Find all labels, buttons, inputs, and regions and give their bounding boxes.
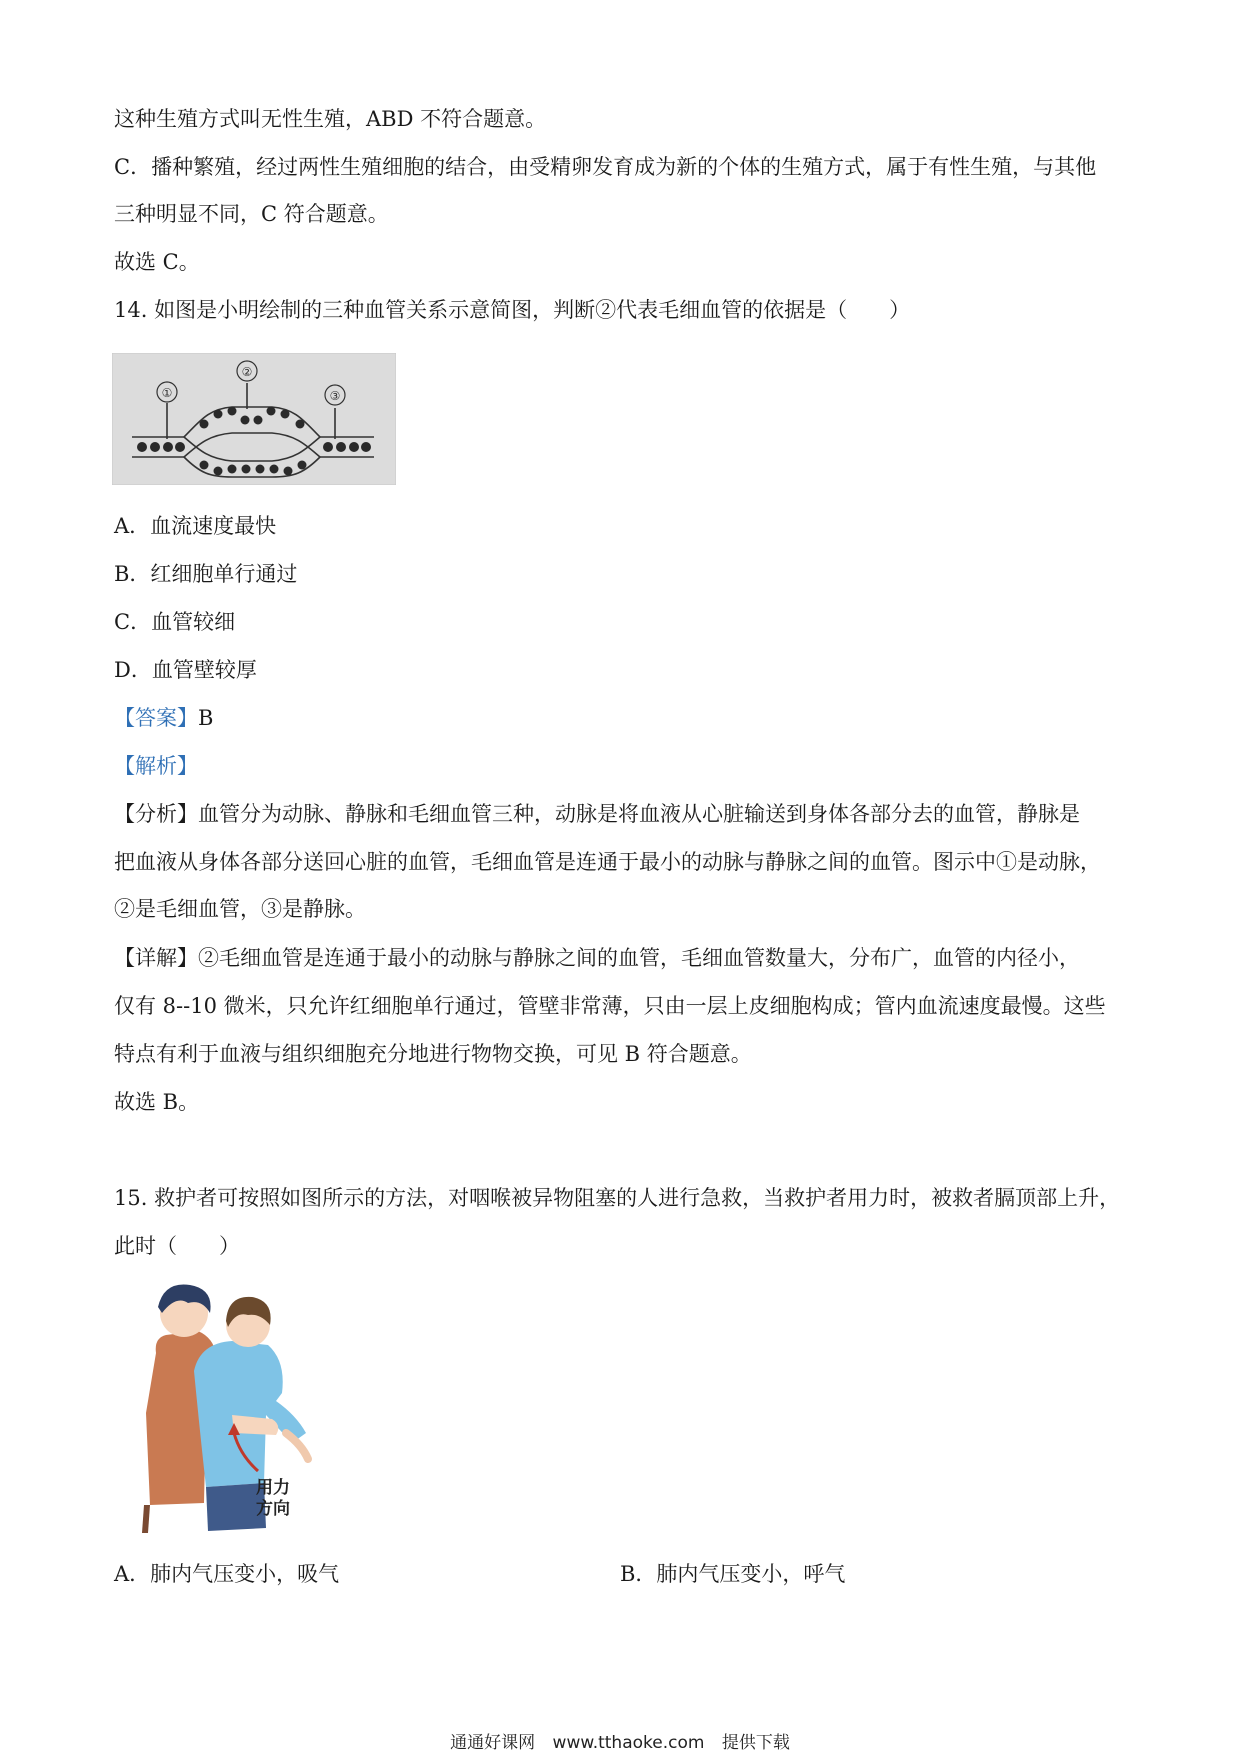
q14-option-a: A．血流速度最快 xyxy=(114,514,277,538)
prev-answer-line-1: 这种生殖方式叫无性生殖，ABD 不符合题意。 xyxy=(114,107,547,131)
footer-site-name: 通通好课网 xyxy=(450,1733,536,1753)
q14-answer xyxy=(114,703,213,733)
answer-value: B xyxy=(198,706,214,730)
page-footer xyxy=(0,1728,1240,1753)
q15-option-a: A．肺内气压变小，吸气 xyxy=(114,1562,340,1586)
prev-answer-conclusion: 故选 C。 xyxy=(114,250,200,274)
q14-detail-line-3: 特点有利于血液与组织细胞充分地进行物物交换，可见 B 符合题意。 xyxy=(114,1042,752,1066)
q14-option-c: C．血管较细 xyxy=(114,610,236,634)
diagram-label-artery: ① xyxy=(161,386,173,400)
force-label-line-1: 用力 xyxy=(256,1478,290,1498)
q14-stem: 14. 如图是小明绘制的三种血管关系示意简图，判断②代表毛细血管的依据是（ ） xyxy=(114,298,911,322)
q15-option-b: B．肺内气压变小，呼气 xyxy=(620,1562,846,1586)
heimlich-illustration xyxy=(136,1283,336,1538)
q14-option-b: B．红细胞单行通过 xyxy=(114,562,298,586)
prev-answer-line-3: 三种明显不同，C 符合题意。 xyxy=(114,202,389,226)
q14-detail-line-2: 仅有 8--10 微米，只允许红细胞单行通过，管壁非常薄，只由一层上皮细胞构成；管内血流速度最慢。这些 xyxy=(114,994,1106,1018)
q15-stem-line-2: 此时（ ） xyxy=(114,1234,240,1258)
q14-detail-line-1: 【详解】②毛细血管是连通于最小的动脉与静脉之间的血管，毛细血管数量大，分布广，血管的内径小， xyxy=(114,946,1080,970)
q15-stem-line-1: 15. 救护者可按照如图所示的方法，对咽喉被异物阻塞的人进行急救，当救护者用力时，被救者膈顶部上升， xyxy=(114,1186,1121,1210)
prev-answer-line-2: C．播种繁殖，经过两性生殖细胞的结合，由受精卵发育成为新的个体的生殖方式，属于有性生殖，与其他 xyxy=(114,155,1097,179)
diagram-label-capillary: ② xyxy=(241,365,253,379)
blood-vessel-diagram xyxy=(112,353,396,485)
q14-option-d: D．血管壁较厚 xyxy=(114,658,257,682)
analysis-tag: 【解析】 xyxy=(114,754,198,778)
footer-tagline: 提供下载 xyxy=(721,1733,790,1753)
diagram-label-vein: ③ xyxy=(329,389,341,403)
q14-analysis-line-1: 【分析】血管分为动脉、静脉和毛细血管三种，动脉是将血液从心脏输送到身体各部分去的血管，静脉是 xyxy=(114,802,1080,826)
answer-tag: 【答案】 xyxy=(114,706,198,730)
force-label-line-2: 方向 xyxy=(256,1499,290,1519)
footer-url[interactable]: www.tthaoke.com xyxy=(552,1733,705,1753)
q14-analysis-line-3: ②是毛细血管，③是静脉。 xyxy=(114,897,366,921)
q14-conclusion: 故选 B。 xyxy=(114,1090,200,1114)
q14-analysis-line-2: 把血液从身体各部分送回心脏的血管，毛细血管是连通于最小的动脉与静脉之间的血管。图示中①是动脉， xyxy=(114,850,1101,874)
